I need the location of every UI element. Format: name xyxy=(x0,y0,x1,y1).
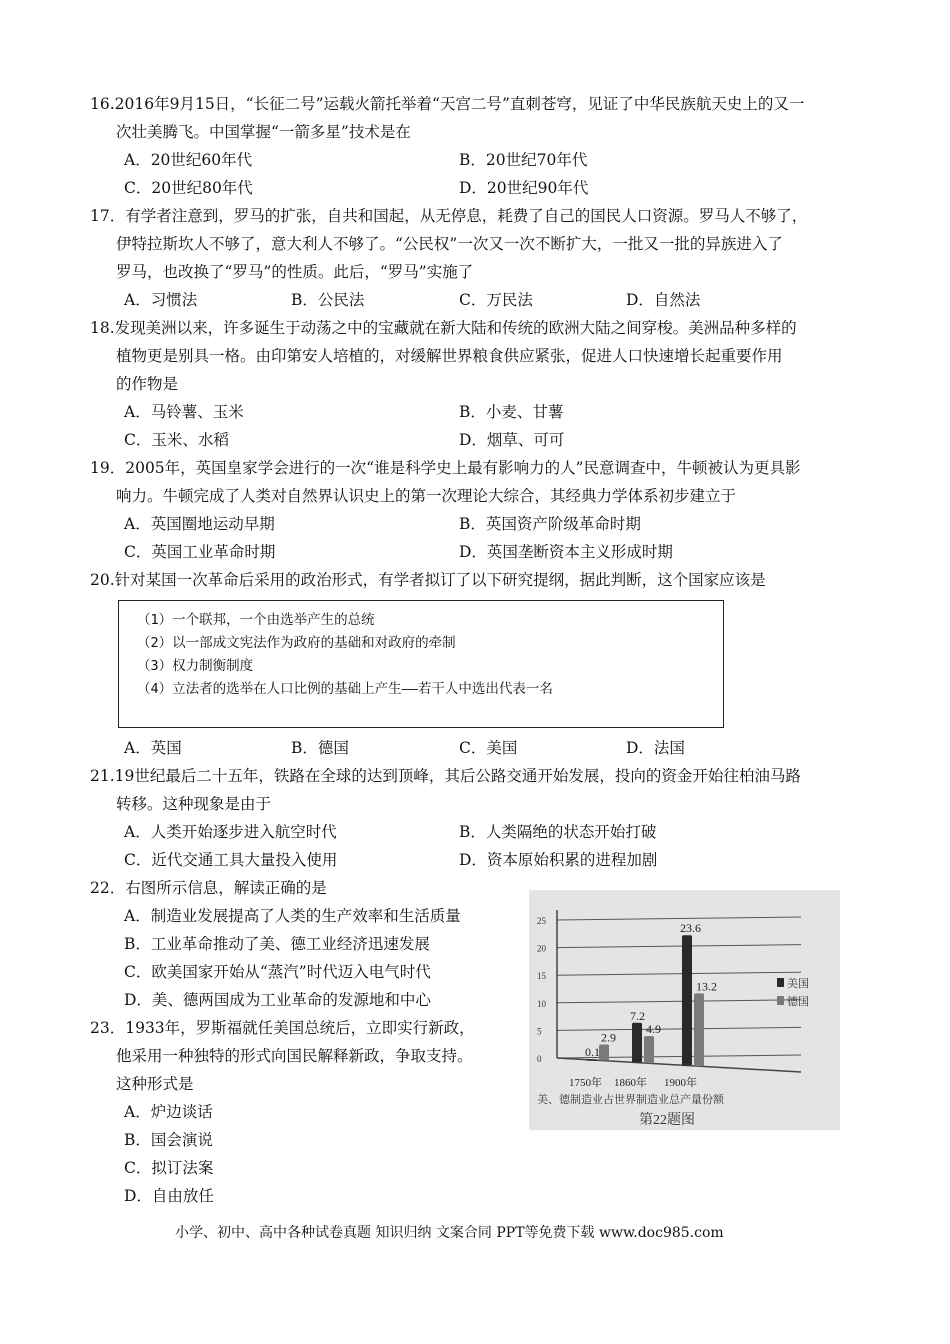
y-tick-label: 25 xyxy=(537,916,546,926)
data-label: 4.9 xyxy=(646,1022,661,1037)
y-tick-label: 15 xyxy=(537,971,546,982)
question-stem-cont: 响力。牛顿完成了人类对自然界认识史上的第一次理论大综合，其经典力学体系初步建立于 xyxy=(116,487,737,505)
question-stem: 17．有学者注意到，罗马的扩张，自共和国起，从无停息，耗费了自己的国民人口资源。罗马人不够了， xyxy=(90,207,808,225)
legend-label-de: 德国 xyxy=(787,996,809,1008)
option-c[interactable]: C．近代交通工具大量投入使用 xyxy=(124,851,338,869)
y-tick-label: 10 xyxy=(537,998,546,1009)
bar-de xyxy=(599,1045,609,1061)
outline-box xyxy=(118,600,724,728)
bar-us xyxy=(587,1059,597,1061)
grid-line xyxy=(557,1027,801,1030)
outline-item: （1）一个联邦，一个由选举产生的总统 xyxy=(137,612,375,628)
outline-item: （2）以一部成文宪法作为政府的基础和对政府的牵制 xyxy=(137,635,456,651)
question-stem-cont: 植物更是别具一格。由印第安人培植的，对缓解世界粮食供应紧张，促进人口快速增长起重要作用 xyxy=(116,347,783,365)
x-tick-label: 1900年 xyxy=(664,1077,697,1089)
question-16 xyxy=(90,90,866,202)
question-stem-cont: 伊特拉斯坎人不够了，意大利人不够了。“公民权”一次又一次不断扩大，一批又一批的异族进入了 xyxy=(116,235,783,253)
grid-line xyxy=(557,1000,801,1003)
option-a[interactable]: A．人类开始逐步进入航空时代 xyxy=(124,823,337,841)
option-d[interactable]: D．英国垄断资本主义形成时期 xyxy=(459,543,673,561)
question-17 xyxy=(90,202,866,314)
option-d[interactable]: D．资本原始积累的进程加剧 xyxy=(459,851,658,869)
grid-line xyxy=(557,917,801,920)
data-label: 23.6 xyxy=(680,921,701,936)
bar-chart xyxy=(529,890,840,1130)
options-row xyxy=(116,286,866,314)
question-19 xyxy=(90,454,866,566)
option-c[interactable]: C．英国工业革命时期 xyxy=(124,543,276,561)
data-label: 2.9 xyxy=(601,1030,616,1045)
option-a[interactable]: A．炉边谈话 xyxy=(124,1103,213,1121)
chart-caption: 美、德制造业占世界制造业总产量份额 xyxy=(537,1094,724,1106)
options-row xyxy=(116,846,866,874)
option-b[interactable]: B．20世纪70年代 xyxy=(459,151,588,169)
option-d[interactable]: D．美、德两国成为工业革命的发源地和中心 xyxy=(124,991,431,1009)
question-stem: 23．1933年，罗斯福就任美国总统后，立即实行新政， xyxy=(90,1019,475,1037)
options-row xyxy=(116,818,866,846)
legend-swatch-us xyxy=(777,978,784,987)
option-b[interactable]: B．公民法 xyxy=(291,291,365,309)
option-d[interactable]: D．烟草、可可 xyxy=(459,431,565,449)
option-b[interactable]: B．英国资产阶级革命时期 xyxy=(459,515,641,533)
option-a[interactable]: A．马铃薯、玉米 xyxy=(124,403,244,421)
option-a[interactable]: A．英国 xyxy=(124,739,182,757)
question-20 xyxy=(90,566,866,594)
data-label: 13.2 xyxy=(696,979,717,994)
question-22 xyxy=(90,874,516,1014)
question-stem-cont: 他采用一种独特的形式向国民解释新政，争取支持。 xyxy=(116,1047,473,1065)
question-stem-cont: 的作物是 xyxy=(116,375,179,393)
question-stem: 16.2016年9月15日，“长征二号”运载火箭托举着“天宫二号”直刺苍穹，见证了中华民族航天史上的又一 xyxy=(90,95,805,113)
options-row xyxy=(116,734,866,762)
question-stem-cont: 次壮美腾飞。中国掌握“一箭多星”技术是在 xyxy=(116,123,411,141)
legend-swatch-de xyxy=(777,996,784,1005)
option-c[interactable]: C．拟订法案 xyxy=(124,1159,214,1177)
question-stem: 22．右图所示信息，解读正确的是 xyxy=(90,879,327,897)
option-d[interactable]: D．自然法 xyxy=(626,291,701,309)
chart-bars xyxy=(587,935,704,1066)
options-row xyxy=(116,426,866,454)
grid-line xyxy=(557,945,801,948)
bar-us xyxy=(632,1023,642,1063)
x-tick-label: 1750年 xyxy=(569,1077,602,1089)
option-b[interactable]: B．小麦、甘薯 xyxy=(459,403,564,421)
options-row xyxy=(116,146,866,174)
legend-label-us: 美国 xyxy=(787,978,809,990)
option-c[interactable]: C．20世纪80年代 xyxy=(124,179,253,197)
bar-de xyxy=(694,993,704,1066)
option-b[interactable]: B．国会演说 xyxy=(124,1131,213,1149)
outline-item: （4）立法者的选举在人口比例的基础上产生——若干人中选出代表一名 xyxy=(137,681,553,697)
chart-legend xyxy=(777,977,809,1008)
options-row xyxy=(116,510,866,538)
option-b[interactable]: B．工业革命推动了美、德工业经济迅速发展 xyxy=(124,935,430,953)
option-a[interactable]: A．习惯法 xyxy=(124,291,198,309)
figure-label: 第22题图 xyxy=(639,1113,695,1128)
option-d[interactable]: D．法国 xyxy=(626,739,685,757)
question-stem: 20.针对某国一次革命后采用的政治形式，有学者拟订了以下研究提纲，据此判断，这个国家应该是 xyxy=(90,571,766,589)
options-row xyxy=(116,174,866,202)
question-18 xyxy=(90,314,866,454)
option-c[interactable]: C．玉米、水稻 xyxy=(124,431,229,449)
bar-us xyxy=(682,935,692,1065)
x-tick-label: 1860年 xyxy=(614,1077,647,1089)
question-23 xyxy=(90,1014,516,1210)
options-row xyxy=(116,398,866,426)
option-a[interactable]: A．制造业发展提高了人类的生产效率和生活质量 xyxy=(124,907,461,925)
option-c[interactable]: C．美国 xyxy=(459,739,518,757)
option-a[interactable]: A．英国圈地运动早期 xyxy=(124,515,275,533)
question-21 xyxy=(90,762,866,874)
option-d[interactable]: D．20世纪90年代 xyxy=(459,179,589,197)
y-tick-label: 5 xyxy=(537,1026,542,1037)
question-stem-cont: 这种形式是 xyxy=(116,1075,194,1093)
question-stem: 19．2005年，英国皇家学会进行的一次“谁是科学史上最有影响力的人”民意调查中，牛顿被认为更具影 xyxy=(90,459,801,477)
option-a[interactable]: A．20世纪60年代 xyxy=(124,151,253,169)
grid-line xyxy=(557,972,801,975)
y-tick-label: 20 xyxy=(537,943,546,954)
outline-item: （3）权力制衡制度 xyxy=(137,658,254,674)
bar-de xyxy=(644,1036,654,1063)
question-stem: 18.发现美洲以来，许多诞生于动荡之中的宝藏就在新大陆和传统的欧洲大陆之间穿梭。美洲品种多样的 xyxy=(90,319,797,337)
option-b[interactable]: B．人类隔绝的状态开始打破 xyxy=(459,823,657,841)
data-label: 7.2 xyxy=(630,1008,645,1023)
option-d[interactable]: D．自由放任 xyxy=(124,1187,214,1205)
data-label: 0.1 xyxy=(585,1045,600,1060)
option-c[interactable]: C．万民法 xyxy=(459,291,533,309)
question-stem-cont: 罗马，也改换了“罗马”的性质。此后，“罗马”实施了 xyxy=(116,263,474,281)
question-stem: 21.19世纪最后二十五年，铁路在全球的达到顶峰，其后公路交通开始发展，投向的资金开始往柏油马路 xyxy=(90,767,801,785)
option-c[interactable]: C．欧美国家开始从“蒸汽”时代迈入电气时代 xyxy=(124,963,431,981)
bar-chart-figure xyxy=(529,890,840,1130)
option-b[interactable]: B．德国 xyxy=(291,739,349,757)
options-row xyxy=(116,538,866,566)
question-20-options xyxy=(116,734,866,762)
page-footer: 小学、初中、高中各种试卷真题 知识归纳 文案合同 PPT等免费下载 www.doc985.com xyxy=(175,1225,724,1241)
question-stem-cont: 转移。这种现象是由于 xyxy=(116,795,272,813)
y-tick-label: 0 xyxy=(537,1054,542,1064)
